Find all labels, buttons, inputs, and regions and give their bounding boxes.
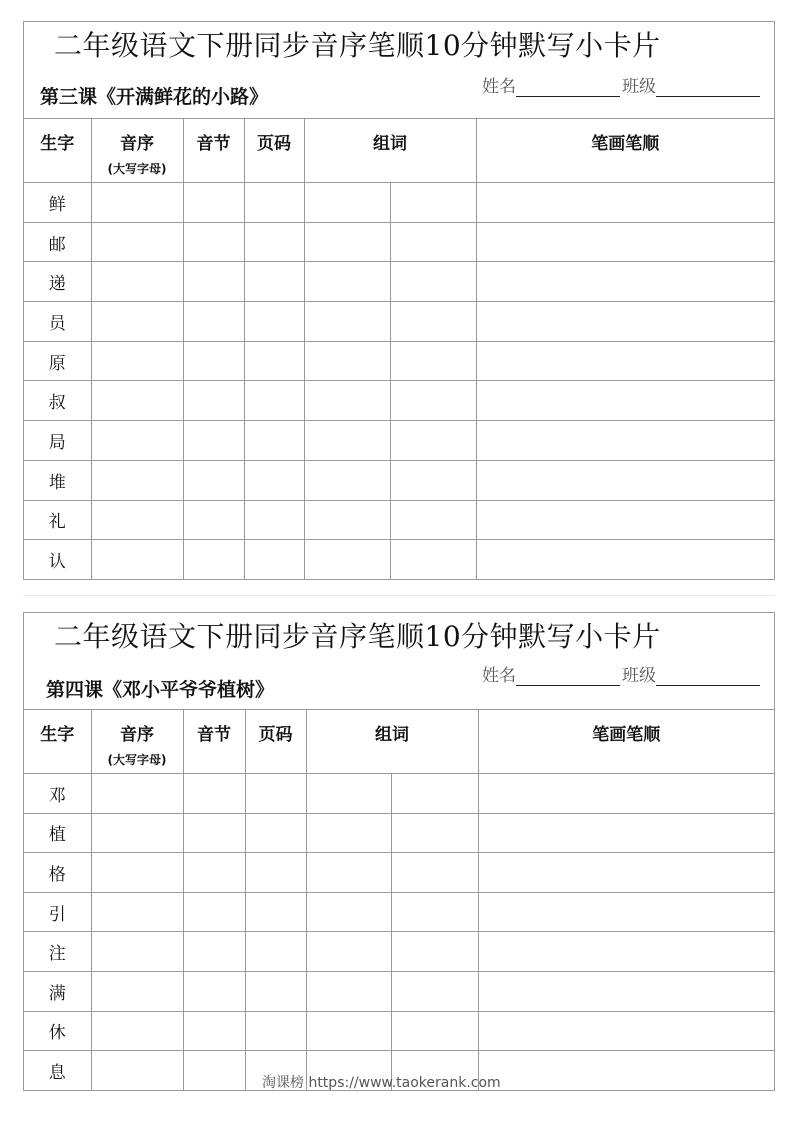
initial-cell[interactable] (91, 183, 183, 223)
initial-cell[interactable] (91, 1051, 183, 1091)
strokes-cell[interactable] (476, 302, 774, 342)
word-cell-2[interactable] (390, 262, 476, 302)
table-row (24, 381, 774, 421)
strokes-cell[interactable] (478, 813, 774, 853)
table-row (24, 183, 774, 223)
dictation-card-2 (23, 612, 775, 1091)
char-cell: 格 (24, 853, 91, 893)
word-cell-1[interactable] (304, 460, 390, 500)
char-cell: 叔 (24, 381, 91, 421)
word-cell-2[interactable] (390, 460, 476, 500)
initial-cell[interactable] (91, 222, 183, 262)
word-cell-1[interactable] (304, 540, 390, 580)
page-cell[interactable] (244, 460, 304, 500)
char-cell: 局 (24, 421, 91, 461)
word-cell-2[interactable] (391, 813, 478, 853)
card-title: 二年级语文下册同步音序笔顺10分钟默写小卡片 (54, 620, 661, 653)
strokes-cell[interactable] (476, 222, 774, 262)
table-header-row (24, 710, 774, 774)
dictation-card-1 (23, 21, 775, 580)
initial-cell[interactable] (91, 381, 183, 421)
class-label: 班级 (622, 77, 656, 97)
syllable-cell[interactable] (183, 892, 245, 932)
char-cell: 堆 (24, 460, 91, 500)
page-cell[interactable] (244, 540, 304, 580)
table-row (24, 813, 774, 853)
table-row (24, 774, 774, 814)
strokes-cell[interactable] (478, 1011, 774, 1051)
strokes-cell[interactable] (478, 853, 774, 893)
syllable-cell[interactable] (183, 932, 245, 972)
page-cell[interactable] (244, 222, 304, 262)
initial-cell[interactable] (91, 500, 183, 540)
syllable-cell[interactable] (183, 853, 245, 893)
initial-cell[interactable] (91, 421, 183, 461)
header-strokes: 笔画笔顺 (476, 119, 774, 183)
strokes-cell[interactable] (476, 421, 774, 461)
word-cell-2[interactable] (391, 774, 478, 814)
strokes-cell[interactable] (478, 971, 774, 1011)
table-row (24, 853, 774, 893)
word-cell-1[interactable] (306, 892, 391, 932)
page-cell[interactable] (244, 421, 304, 461)
name-class-fields (482, 72, 762, 97)
word-cell-1[interactable] (304, 381, 390, 421)
char-cell: 认 (24, 540, 91, 580)
header-words: 组词 (306, 710, 478, 774)
table-row (24, 222, 774, 262)
class-blank[interactable] (656, 79, 760, 97)
char-cell: 邮 (24, 222, 91, 262)
strokes-cell[interactable] (476, 460, 774, 500)
name-class-fields (482, 661, 762, 686)
word-cell-1[interactable] (304, 302, 390, 342)
char-cell: 递 (24, 262, 91, 302)
class-blank[interactable] (656, 668, 760, 686)
word-cell-1[interactable] (304, 341, 390, 381)
table-row (24, 971, 774, 1011)
syllable-cell[interactable] (183, 302, 244, 342)
strokes-cell[interactable] (476, 262, 774, 302)
word-cell-2[interactable] (390, 381, 476, 421)
header-syllable: 音节 (183, 119, 244, 183)
header-char: 生字 (24, 119, 91, 183)
syllable-cell[interactable] (183, 460, 244, 500)
page-cell[interactable] (245, 1011, 306, 1051)
word-cell-1[interactable] (306, 932, 391, 972)
word-cell-2[interactable] (390, 183, 476, 223)
syllable-cell[interactable] (183, 971, 245, 1011)
strokes-cell[interactable] (476, 540, 774, 580)
header-initial-sub: (大写字母) (107, 753, 167, 767)
card-title: 二年级语文下册同步音序笔顺10分钟默写小卡片 (54, 29, 661, 62)
name-blank[interactable] (516, 79, 620, 97)
table-row (24, 421, 774, 461)
footer-watermark: 淘课榜 https://www.taokerank.com (262, 1075, 501, 1091)
header-initial-sub: (大写字母) (107, 162, 167, 176)
syllable-cell[interactable] (183, 500, 244, 540)
char-cell: 员 (24, 302, 91, 342)
initial-cell[interactable] (91, 892, 183, 932)
table-row (24, 302, 774, 342)
char-cell: 植 (24, 813, 91, 853)
word-cell-2[interactable] (390, 500, 476, 540)
header-page: 页码 (244, 119, 304, 183)
header-char: 生字 (24, 710, 91, 774)
table-row (24, 892, 774, 932)
strokes-cell[interactable] (476, 381, 774, 421)
syllable-cell[interactable] (183, 540, 244, 580)
initial-cell[interactable] (91, 341, 183, 381)
table-row (24, 341, 774, 381)
syllable-cell[interactable] (183, 341, 244, 381)
initial-cell[interactable] (91, 540, 183, 580)
page-cell[interactable] (245, 932, 306, 972)
word-cell-1[interactable] (304, 500, 390, 540)
lesson-title: 第四课《邓小平爷爷植树》 (46, 679, 275, 701)
word-cell-2[interactable] (391, 971, 478, 1011)
word-cell-1[interactable] (304, 421, 390, 461)
card-separator (23, 595, 775, 596)
char-cell: 引 (24, 892, 91, 932)
page-cell[interactable] (244, 381, 304, 421)
char-cell: 礼 (24, 500, 91, 540)
char-cell: 满 (24, 971, 91, 1011)
page-cell[interactable] (244, 262, 304, 302)
word-cell-1[interactable] (306, 774, 391, 814)
class-label: 班级 (622, 666, 656, 686)
syllable-cell[interactable] (183, 222, 244, 262)
strokes-cell[interactable] (476, 183, 774, 223)
strokes-cell[interactable] (478, 1051, 774, 1091)
page-cell[interactable] (245, 774, 306, 814)
strokes-cell[interactable] (478, 932, 774, 972)
header-initial: 音序 (大写字母) (91, 710, 183, 774)
initial-cell[interactable] (91, 774, 183, 814)
char-cell: 邓 (24, 774, 91, 814)
syllable-cell[interactable] (183, 774, 245, 814)
word-cell-2[interactable] (390, 222, 476, 262)
syllable-cell[interactable] (183, 381, 244, 421)
char-cell: 鲜 (24, 183, 91, 223)
strokes-cell[interactable] (476, 341, 774, 381)
strokes-cell[interactable] (478, 774, 774, 814)
word-cell-2[interactable] (390, 540, 476, 580)
initial-cell[interactable] (91, 302, 183, 342)
word-cell-2[interactable] (391, 892, 478, 932)
syllable-cell[interactable] (183, 421, 244, 461)
table-header-row (24, 119, 774, 183)
name-blank[interactable] (516, 668, 620, 686)
strokes-cell[interactable] (476, 500, 774, 540)
word-cell-1[interactable] (306, 813, 391, 853)
word-cell-1[interactable] (304, 183, 390, 223)
word-cell-2[interactable] (390, 421, 476, 461)
word-cell-2[interactable] (391, 932, 478, 972)
syllable-cell[interactable] (183, 813, 245, 853)
header-strokes: 笔画笔顺 (478, 710, 774, 774)
page-cell[interactable] (244, 183, 304, 223)
character-table (24, 118, 774, 580)
word-cell-1[interactable] (304, 262, 390, 302)
char-cell: 注 (24, 932, 91, 972)
table-row (24, 540, 774, 580)
syllable-cell[interactable] (183, 183, 244, 223)
name-label: 姓名 (482, 666, 516, 686)
word-cell-2[interactable] (391, 853, 478, 893)
page-cell[interactable] (244, 302, 304, 342)
table-row (24, 932, 774, 972)
char-cell: 原 (24, 341, 91, 381)
syllable-cell[interactable] (183, 1051, 245, 1091)
char-cell: 休 (24, 1011, 91, 1051)
syllable-cell[interactable] (183, 262, 244, 302)
header-initial: 音序 (大写字母) (91, 119, 183, 183)
initial-cell[interactable] (91, 262, 183, 302)
page-cell[interactable] (245, 813, 306, 853)
initial-cell[interactable] (91, 813, 183, 853)
page-cell[interactable] (245, 971, 306, 1011)
initial-cell[interactable] (91, 853, 183, 893)
char-cell: 息 (24, 1051, 91, 1091)
initial-cell[interactable] (91, 1011, 183, 1051)
page-cell[interactable] (244, 341, 304, 381)
header-page: 页码 (245, 710, 306, 774)
table-row (24, 262, 774, 302)
word-cell-2[interactable] (390, 302, 476, 342)
table-row (24, 500, 774, 540)
word-cell-2[interactable] (391, 1011, 478, 1051)
initial-cell[interactable] (91, 460, 183, 500)
header-words: 组词 (304, 119, 476, 183)
name-label: 姓名 (482, 77, 516, 97)
word-cell-1[interactable] (306, 971, 391, 1011)
table-row (24, 460, 774, 500)
word-cell-2[interactable] (390, 341, 476, 381)
page-cell[interactable] (245, 853, 306, 893)
lesson-title: 第三课《开满鲜花的小路》 (40, 86, 269, 108)
word-cell-1[interactable] (304, 222, 390, 262)
initial-cell[interactable] (91, 971, 183, 1011)
initial-cell[interactable] (91, 932, 183, 972)
syllable-cell[interactable] (183, 1011, 245, 1051)
character-table (24, 709, 774, 1091)
word-cell-1[interactable] (306, 853, 391, 893)
page-cell[interactable] (244, 500, 304, 540)
header-syllable: 音节 (183, 710, 245, 774)
page-cell[interactable] (245, 892, 306, 932)
strokes-cell[interactable] (478, 892, 774, 932)
word-cell-1[interactable] (306, 1011, 391, 1051)
table-row (24, 1011, 774, 1051)
